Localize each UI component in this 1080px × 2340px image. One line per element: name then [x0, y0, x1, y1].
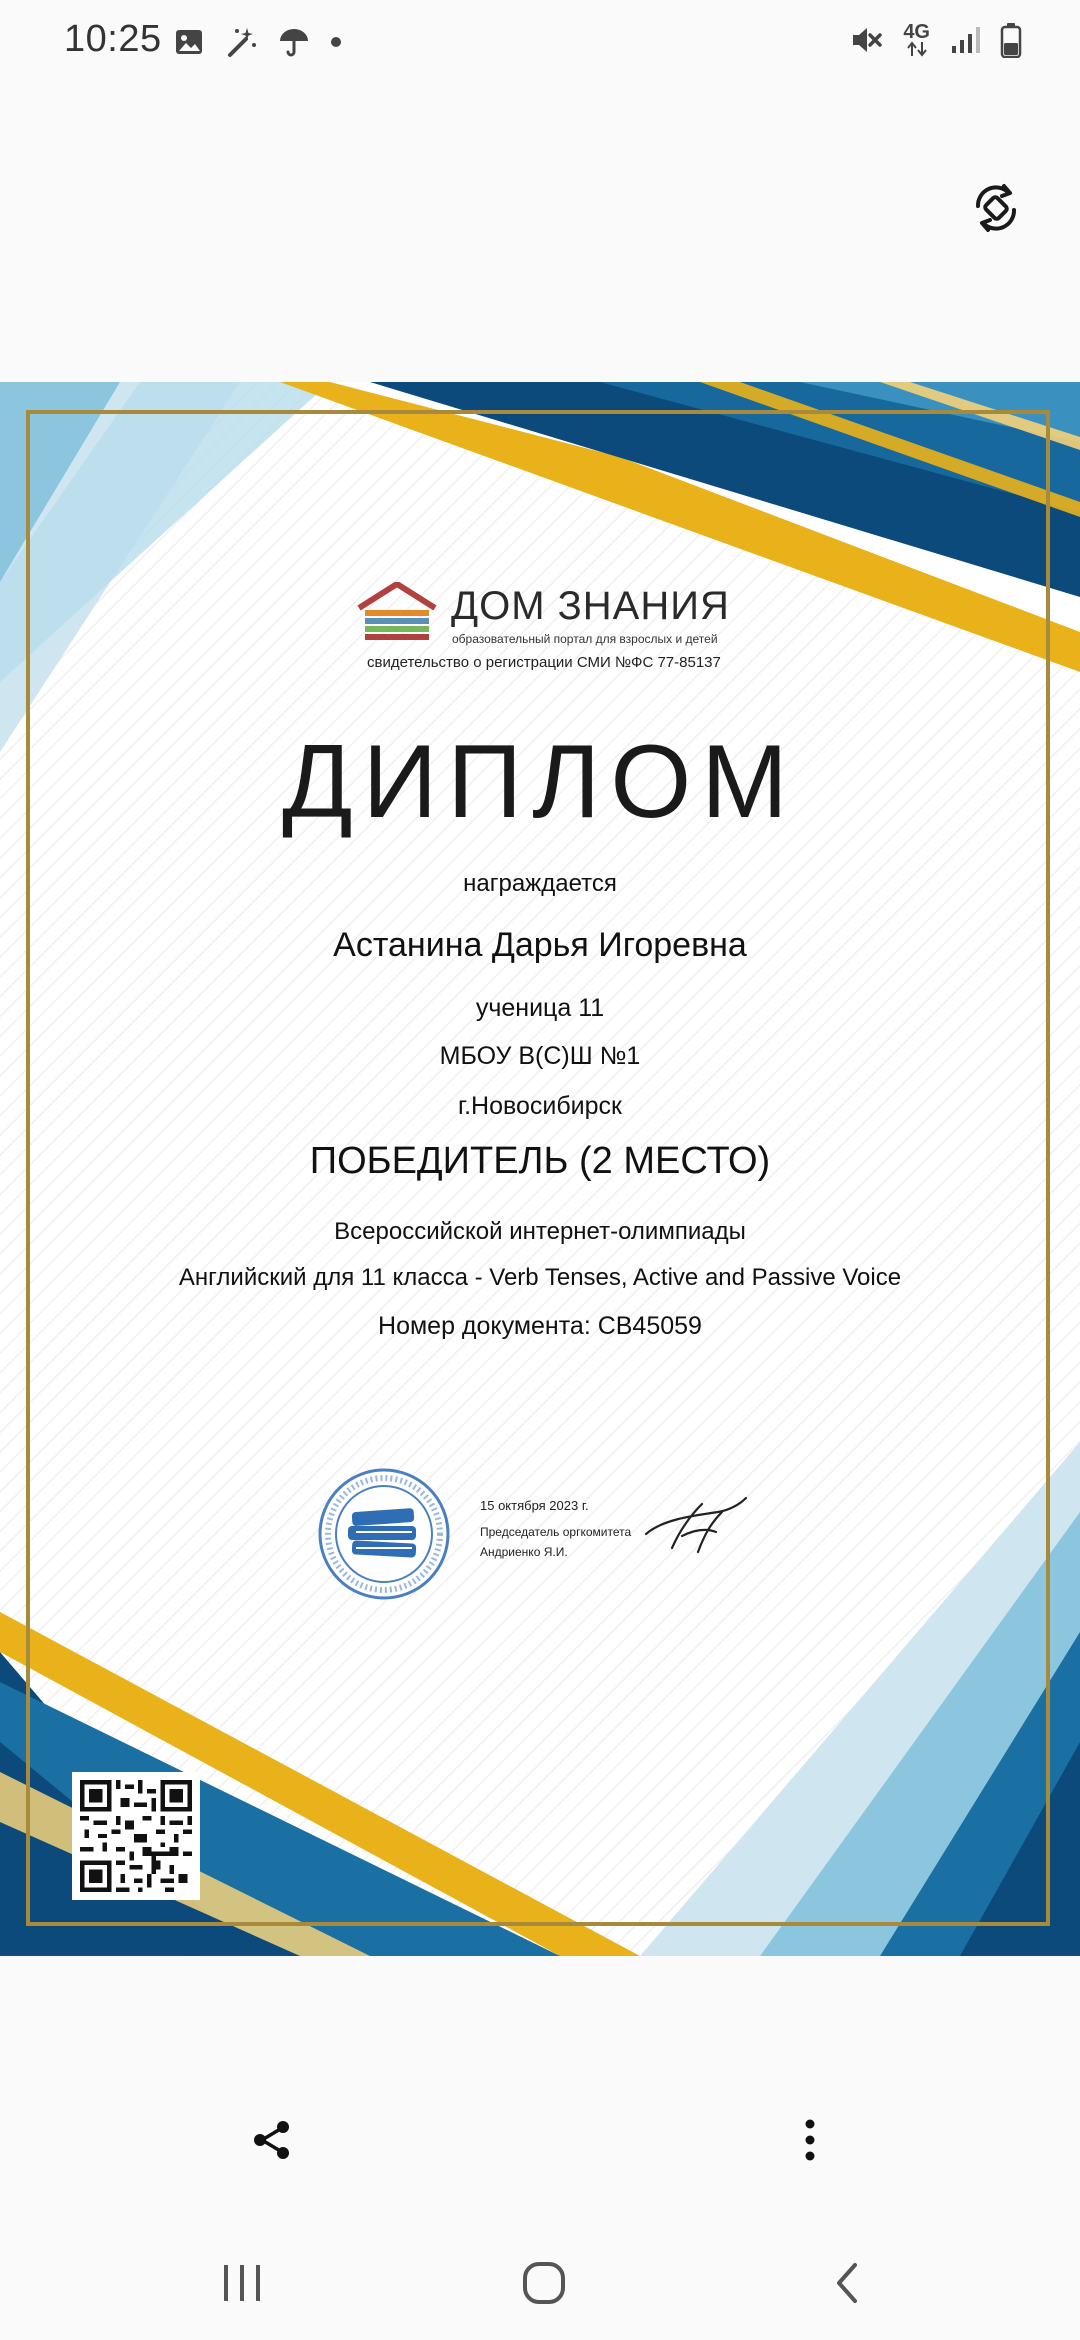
subject-text: Английский для 11 класса - Verb Tenses, Active and Passive Voice — [178, 1264, 902, 1291]
recipient-name: Астанина Дарья Игоревна — [333, 926, 747, 964]
status-left-icons — [174, 20, 342, 64]
logo-tagline: образовательный портал для взрослых и детей — [452, 632, 718, 646]
logo — [355, 582, 735, 682]
handwritten-signature — [642, 1490, 752, 1560]
awarded-text: награждается — [463, 870, 617, 897]
network-4g-icon — [903, 23, 930, 57]
signer-role: Председатель оргкомитета — [480, 1525, 632, 1539]
umbrella-icon — [278, 26, 310, 58]
recents-button[interactable] — [202, 2250, 282, 2320]
status-right-icons — [849, 18, 1022, 62]
school-text: МБОУ В(С)Ш №1 — [439, 1042, 641, 1070]
diploma-image[interactable] — [0, 382, 1080, 1956]
signature-block — [480, 1498, 631, 1559]
grade-text: ученица 11 — [475, 994, 605, 1022]
issue-date: 15 октября 2023 г. — [480, 1498, 589, 1513]
back-icon — [831, 2261, 861, 2310]
document-number: Номер документа: СВ45059 — [378, 1312, 702, 1340]
back-button[interactable] — [806, 2250, 886, 2320]
logo-name: ДОМ ЗНАНИЯ — [451, 584, 730, 628]
more-options-icon — [804, 2116, 816, 2169]
network-label: 4G — [903, 21, 930, 43]
status-bar — [0, 0, 1080, 80]
seal-stamp — [316, 1466, 452, 1602]
recents-icon — [220, 2263, 264, 2308]
battery-icon — [1000, 22, 1022, 58]
home-button[interactable] — [504, 2250, 584, 2320]
city-text: г.Новосибирск — [458, 1092, 622, 1120]
navigation-bar — [0, 2230, 1080, 2340]
home-icon — [521, 2260, 567, 2311]
mute-icon — [849, 23, 883, 57]
signer-name: Андриенко Я.И. — [480, 1545, 568, 1559]
share-icon — [248, 2116, 296, 2169]
signal-icon — [950, 25, 980, 55]
share-button[interactable] — [242, 2112, 302, 2172]
rotate-button[interactable] — [966, 180, 1026, 240]
more-options-button[interactable] — [780, 2112, 840, 2172]
magic-wand-icon — [224, 25, 258, 59]
status-time: 10:25 — [64, 18, 162, 60]
place-text: ПОБЕДИТЕЛЬ (2 МЕСТО) — [309, 1140, 771, 1182]
image-icon — [174, 27, 204, 57]
diploma-title: ДИПЛОМ — [282, 724, 798, 840]
diploma-content — [0, 382, 1080, 1956]
logo-registration: свидетельство о регистрации СМИ №ФС 77-85137 — [367, 654, 721, 671]
rotate-icon — [968, 180, 1024, 241]
house-books-icon — [355, 582, 439, 644]
olympiad-text: Всероссийской интернет-олимпиады — [334, 1218, 746, 1245]
dot-icon — [330, 36, 342, 48]
qr-code — [72, 1772, 200, 1900]
